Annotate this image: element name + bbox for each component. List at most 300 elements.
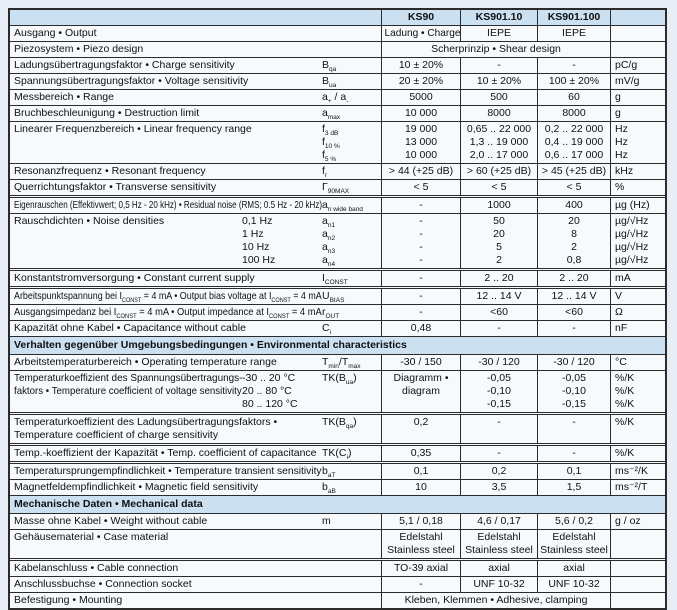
value-cell bbox=[460, 561, 537, 576]
symbol-column bbox=[322, 165, 379, 178]
value: - bbox=[419, 290, 423, 302]
param-cell bbox=[10, 74, 381, 89]
symbol-column bbox=[322, 356, 379, 369]
value: - bbox=[497, 322, 501, 334]
param-label-line: Piezosystem • Piezo design bbox=[14, 43, 144, 55]
value: 10 000 bbox=[404, 149, 438, 161]
value: UNF 10-32 bbox=[548, 578, 600, 590]
param-label-line: Masse ohne Kabel • Weight without cable bbox=[14, 515, 208, 527]
unit-cell bbox=[610, 530, 665, 558]
spanned-value: Kleben, Klemmen • Adhesive, clamping bbox=[404, 594, 588, 606]
unit: V bbox=[615, 290, 623, 302]
unit: µg/√Hz bbox=[615, 215, 649, 227]
unit bbox=[615, 531, 663, 544]
value-cell bbox=[381, 26, 460, 41]
param-label bbox=[14, 481, 322, 494]
symbol: $T_{min}/T_{max}$ bbox=[322, 356, 361, 371]
value: IEPE bbox=[562, 27, 586, 39]
unit: %/K bbox=[615, 447, 635, 459]
param-label bbox=[14, 447, 322, 460]
value: 0,4 .. 19 000 bbox=[544, 136, 604, 148]
value-cell bbox=[381, 321, 460, 336]
value: - bbox=[419, 272, 423, 284]
param-label bbox=[14, 91, 322, 104]
section-header-row bbox=[10, 495, 665, 513]
table-row bbox=[10, 121, 665, 163]
unit-cell bbox=[610, 106, 665, 121]
value: - bbox=[419, 199, 423, 211]
table-row bbox=[10, 443, 665, 461]
param-cell bbox=[10, 42, 381, 57]
value: > 45 (+25 dB) bbox=[541, 165, 607, 177]
value bbox=[383, 398, 459, 411]
param-label-line: Gehäusematerial • Case material bbox=[14, 531, 169, 543]
param-cell bbox=[10, 122, 381, 163]
value: Edelstahl bbox=[552, 531, 596, 543]
symbol: $a_{n2}$ bbox=[322, 228, 336, 243]
condition-label: -30 .. 20 °C bbox=[242, 372, 296, 384]
value: IEPE bbox=[487, 27, 511, 39]
unit-cell bbox=[610, 464, 665, 479]
param-cell bbox=[10, 26, 381, 41]
symbol: $TK(C_i)$ bbox=[322, 447, 352, 462]
value-cell bbox=[381, 464, 460, 479]
value-cell bbox=[381, 271, 460, 286]
value: 8000 bbox=[487, 107, 511, 119]
table-row bbox=[10, 461, 665, 479]
value-cell bbox=[381, 214, 460, 268]
param-label-line: Temperatursprungempfindlichkeit • Temperature transient sensitivity bbox=[14, 465, 322, 477]
table-row bbox=[10, 412, 665, 443]
symbol: $B_{ua}$ bbox=[322, 75, 337, 90]
symbol: m bbox=[322, 515, 331, 527]
value: 13 000 bbox=[404, 136, 438, 148]
param-label-line: Resonanzfrequenz • Resonant frequency bbox=[14, 165, 206, 177]
param-cell bbox=[10, 561, 381, 576]
param-label bbox=[14, 531, 379, 557]
value: 5,1 / 0,18 bbox=[399, 515, 443, 527]
value-cell bbox=[381, 180, 460, 195]
value-cell bbox=[460, 26, 537, 41]
symbol bbox=[322, 398, 379, 411]
spanned-value: Scherprinzip • Shear design bbox=[431, 43, 561, 55]
value-cell bbox=[381, 90, 460, 105]
param-label bbox=[14, 272, 322, 285]
param-cell bbox=[10, 593, 381, 608]
unit-cell bbox=[610, 58, 665, 73]
param-cell bbox=[10, 371, 381, 412]
section-header-row bbox=[10, 336, 665, 354]
symbol-column bbox=[322, 215, 379, 267]
section-title: Mechanische Daten • Mechanical data bbox=[14, 498, 203, 510]
symbol: $a_+ / a_-$ bbox=[322, 91, 349, 106]
param-cell bbox=[10, 464, 381, 479]
value-cell bbox=[381, 164, 460, 179]
param-label bbox=[14, 165, 322, 178]
unit-cell bbox=[610, 415, 665, 443]
value: -0,05 bbox=[562, 372, 586, 384]
table-row bbox=[10, 304, 665, 320]
value: -30 / 120 bbox=[553, 356, 595, 368]
value: 19 000 bbox=[404, 123, 438, 135]
symbol: $TK(B_{qa})$ bbox=[322, 416, 357, 431]
value: -0,10 bbox=[487, 385, 511, 397]
param-label-line: Temperaturkoeffizient des Spannungsübertragungs- bbox=[14, 372, 243, 384]
value-cell bbox=[460, 180, 537, 195]
unit-cell bbox=[610, 74, 665, 89]
unit-cell bbox=[610, 321, 665, 336]
table-row bbox=[10, 179, 665, 195]
unit-cell bbox=[610, 561, 665, 576]
table-row bbox=[10, 513, 665, 529]
value: 10 000 bbox=[404, 107, 438, 119]
param-label-line: Ladungsübertragungsfaktor • Charge sensitivity bbox=[14, 59, 235, 71]
column-header-ks90 bbox=[381, 10, 460, 25]
value: Stainless steel bbox=[540, 544, 608, 556]
symbol-column bbox=[322, 59, 379, 72]
value: <60 bbox=[490, 306, 508, 318]
condition-label: 10 Hz bbox=[242, 241, 270, 253]
unit-cell bbox=[610, 355, 665, 370]
condition-label: 80 .. 120 °C bbox=[242, 398, 298, 410]
section-title: Verhalten gegenüber Umgebungsbedingungen • Environmental characteristics bbox=[14, 339, 407, 351]
value: - bbox=[572, 447, 576, 459]
table-row bbox=[10, 89, 665, 105]
value: Edelstahl bbox=[477, 531, 521, 543]
symbol-column bbox=[322, 515, 379, 528]
table-row bbox=[10, 479, 665, 495]
param-label-line: Spannungsübertragungsfaktor • Voltage sensitivity bbox=[14, 75, 249, 87]
unit-cell bbox=[610, 26, 665, 41]
value-cell bbox=[537, 464, 610, 479]
value-cell bbox=[460, 530, 537, 558]
value: 50 bbox=[493, 215, 505, 227]
value: -30 / 120 bbox=[478, 356, 520, 368]
symbol: $f_{5 \%}$ bbox=[322, 149, 337, 164]
value: 5 bbox=[496, 241, 502, 253]
value: 3,5 bbox=[491, 481, 507, 493]
table-row bbox=[10, 213, 665, 268]
value-cell bbox=[537, 180, 610, 195]
param-label-line: Messbereich • Range bbox=[14, 91, 114, 103]
param-label bbox=[14, 372, 242, 411]
param-cell bbox=[10, 530, 381, 558]
unit-cell bbox=[610, 90, 665, 105]
param-label-line: Kabelanschluss • Cable connection bbox=[14, 562, 179, 574]
value: 2,0 .. 17 000 bbox=[469, 149, 529, 161]
unit-cell bbox=[610, 164, 665, 179]
param-label-line: faktors • Temperature coefficient of voltage sensitivity bbox=[14, 385, 242, 397]
unit: %/K bbox=[615, 372, 635, 384]
value: - bbox=[497, 59, 501, 71]
value-cell bbox=[537, 561, 610, 576]
unit-cell bbox=[610, 446, 665, 461]
param-label-line: Arbeitspunktspannung bei $I_{CONST} = 4$ mA • Output bias voltage at $I_{CONST} = 4$ mA bbox=[14, 290, 322, 305]
value: Stainless steel bbox=[465, 544, 533, 556]
unit bbox=[615, 578, 663, 591]
table-row bbox=[10, 286, 665, 304]
param-label-line: Rauschdichten • Noise densities bbox=[14, 215, 165, 227]
table-row bbox=[10, 73, 665, 89]
value-cell bbox=[460, 271, 537, 286]
symbol-column bbox=[322, 447, 379, 460]
value-cell bbox=[381, 577, 460, 592]
param-label-line: Anschlussbuchse • Connection socket bbox=[14, 578, 192, 590]
value-cell bbox=[460, 122, 537, 163]
symbol: $f_{10 \%}$ bbox=[322, 136, 340, 151]
unit bbox=[615, 544, 663, 557]
value-cell bbox=[381, 289, 460, 304]
symbol-column bbox=[322, 272, 379, 285]
value-cell bbox=[537, 271, 610, 286]
value: 12 .. 14 V bbox=[551, 290, 597, 302]
symbol-column bbox=[322, 290, 379, 303]
value-cell bbox=[460, 106, 537, 121]
column-header-ks901-10 bbox=[460, 10, 537, 25]
symbol: $b_{aB}$ bbox=[322, 481, 336, 496]
value-cell bbox=[537, 480, 610, 495]
param-label bbox=[14, 27, 379, 40]
value-cell bbox=[381, 530, 460, 558]
value: Ladung • Charge bbox=[384, 27, 461, 39]
param-label bbox=[14, 356, 322, 369]
param-label bbox=[14, 322, 322, 335]
value: <60 bbox=[565, 306, 583, 318]
value: 0,2 bbox=[413, 416, 429, 428]
param-label-line: Befestigung • Mounting bbox=[14, 594, 123, 606]
spec-table bbox=[8, 8, 667, 610]
value: TO-39 axial bbox=[393, 562, 449, 574]
value-cell bbox=[381, 74, 460, 89]
spanned-value-cell bbox=[381, 42, 610, 57]
value: 0,65 .. 22 000 bbox=[466, 123, 532, 135]
value-cell bbox=[537, 74, 610, 89]
symbol: $a_{n wide band}$ bbox=[322, 199, 363, 214]
table-row bbox=[10, 25, 665, 41]
value: 0,8 bbox=[566, 254, 582, 266]
value: - bbox=[572, 59, 576, 71]
param-label bbox=[14, 562, 379, 575]
param-label-line: Querrichtungsfaktor • Transverse sensitivity bbox=[14, 181, 217, 193]
unit: mV/g bbox=[615, 75, 640, 87]
param-label bbox=[14, 515, 322, 528]
param-label-line: Linearer Frequenzbereich • Linear frequency range bbox=[14, 123, 252, 135]
value-cell bbox=[460, 198, 537, 213]
value-cell bbox=[537, 530, 610, 558]
value: 0,6 .. 17 000 bbox=[544, 149, 604, 161]
param-label bbox=[14, 199, 322, 212]
table-row bbox=[10, 57, 665, 73]
param-cell bbox=[10, 58, 381, 73]
value-cell bbox=[460, 480, 537, 495]
value-cell bbox=[460, 164, 537, 179]
symbol: $r_{OUT}$ bbox=[322, 306, 340, 321]
param-label-line: Konstantstromversorgung • Constant current supply bbox=[14, 272, 255, 284]
value-cell bbox=[460, 577, 537, 592]
value-cell bbox=[537, 26, 610, 41]
header-unit-cell bbox=[610, 10, 665, 25]
condition-column bbox=[242, 215, 322, 267]
value-cell bbox=[537, 514, 610, 529]
unit: Hz bbox=[615, 136, 628, 148]
value-cell bbox=[537, 415, 610, 443]
symbol bbox=[322, 385, 379, 398]
value: < 5 bbox=[566, 181, 582, 193]
param-label-line: Magnetfeldempfindlichkeit • Magnetic field sensitivity bbox=[14, 481, 259, 493]
value-cell bbox=[537, 58, 610, 73]
unit-cell bbox=[610, 198, 665, 213]
value: 12 .. 14 V bbox=[476, 290, 522, 302]
table-row bbox=[10, 592, 665, 608]
table-row bbox=[10, 105, 665, 121]
unit: pC/g bbox=[615, 59, 638, 71]
value: 0,1 bbox=[566, 465, 582, 477]
param-label-line: Temperaturkoeffizient des Ladungsübertragungsfaktors • bbox=[14, 416, 278, 428]
value: - bbox=[572, 416, 576, 428]
symbol: $\Gamma_{90MAX}$ bbox=[322, 181, 350, 196]
value-cell bbox=[537, 371, 610, 412]
param-label-line: Eigenrauschen (Effektivwert; 0,5 Hz - 20 kHz) • Residual noise (RMS; 0.5 Hz - 20 kHz) bbox=[14, 199, 323, 211]
value-cell bbox=[381, 446, 460, 461]
value: -0,05 bbox=[487, 372, 511, 384]
value-cell bbox=[460, 446, 537, 461]
unit: µg (Hz) bbox=[615, 199, 650, 211]
value: 10 ± 20% bbox=[476, 75, 522, 87]
value-cell bbox=[537, 321, 610, 336]
value: - bbox=[497, 416, 501, 428]
param-cell bbox=[10, 90, 381, 105]
symbol: $f_r$ bbox=[322, 165, 328, 180]
value: -30 / 150 bbox=[400, 356, 442, 368]
value: -0,15 bbox=[487, 398, 511, 410]
value-cell bbox=[381, 514, 460, 529]
table-row bbox=[10, 576, 665, 592]
param-cell bbox=[10, 289, 381, 304]
param-cell bbox=[10, 355, 381, 370]
value-cell bbox=[381, 305, 460, 320]
unit: ms⁻²/T bbox=[615, 481, 648, 493]
value: 1,3 .. 19 000 bbox=[469, 136, 529, 148]
symbol-column bbox=[322, 306, 379, 319]
unit: g bbox=[615, 91, 621, 103]
unit-cell bbox=[610, 480, 665, 495]
value: 0,48 bbox=[410, 322, 432, 334]
value: 10 ± 20% bbox=[398, 59, 444, 71]
param-label bbox=[14, 578, 379, 591]
table-row bbox=[10, 370, 665, 412]
param-label bbox=[14, 465, 322, 478]
param-label bbox=[14, 59, 322, 72]
value-cell bbox=[537, 577, 610, 592]
unit-cell bbox=[610, 122, 665, 163]
value-cell bbox=[460, 514, 537, 529]
value: diagram bbox=[402, 385, 440, 397]
unit: % bbox=[615, 181, 625, 193]
value: > 44 (+25 dB) bbox=[388, 165, 454, 177]
value-cell bbox=[537, 122, 610, 163]
unit: g / oz bbox=[615, 515, 641, 527]
param-cell bbox=[10, 446, 381, 461]
symbol-column bbox=[322, 199, 379, 212]
unit: µg/√Hz bbox=[615, 241, 649, 253]
table-header-row bbox=[10, 10, 665, 25]
param-label-line: Ausgang • Output bbox=[14, 27, 97, 39]
value: 2 .. 20 bbox=[484, 272, 514, 284]
value: Stainless steel bbox=[387, 544, 455, 556]
param-label-line: Bruchbeschleunigung • Destruction limit bbox=[14, 107, 200, 119]
unit: Ω bbox=[615, 306, 623, 318]
value-cell bbox=[537, 90, 610, 105]
value: - bbox=[419, 228, 423, 240]
value-cell bbox=[537, 106, 610, 121]
param-label-line: Temp.-koeffizient der Kapazität • Temp. coefficient of capacitance bbox=[14, 447, 317, 459]
unit-cell bbox=[610, 593, 665, 608]
condition-label: 0,1 Hz bbox=[242, 215, 273, 227]
symbol-column bbox=[322, 372, 379, 411]
param-cell bbox=[10, 106, 381, 121]
value-cell bbox=[381, 561, 460, 576]
value-cell bbox=[537, 446, 610, 461]
value-cell bbox=[460, 289, 537, 304]
unit: %/K bbox=[615, 398, 635, 410]
value-cell bbox=[381, 480, 460, 495]
param-cell bbox=[10, 198, 381, 213]
symbol-column bbox=[322, 107, 379, 120]
value: 0,2 bbox=[491, 465, 507, 477]
value: > 60 (+25 dB) bbox=[466, 165, 532, 177]
value: -0,15 bbox=[562, 398, 586, 410]
column-header-label: KS90 bbox=[407, 11, 435, 23]
unit: g bbox=[615, 107, 621, 119]
condition-label: 20 .. 80 °C bbox=[242, 385, 292, 397]
symbol: $U_{BIAS}$ bbox=[322, 290, 345, 305]
unit-cell bbox=[610, 271, 665, 286]
value-cell bbox=[381, 371, 460, 412]
symbol: $a_{max}$ bbox=[322, 107, 341, 122]
param-label bbox=[14, 594, 379, 607]
value: - bbox=[419, 578, 423, 590]
param-cell bbox=[10, 271, 381, 286]
symbol-column bbox=[322, 181, 379, 194]
table-row bbox=[10, 320, 665, 336]
table-row bbox=[10, 163, 665, 179]
value-cell bbox=[460, 355, 537, 370]
condition-label: 1 Hz bbox=[242, 228, 264, 240]
value-cell bbox=[381, 122, 460, 163]
condition-label: 100 Hz bbox=[242, 254, 276, 266]
value: 4,6 / 0,17 bbox=[477, 515, 521, 527]
param-cell bbox=[10, 480, 381, 495]
value: 5000 bbox=[409, 91, 433, 103]
unit-cell bbox=[610, 214, 665, 268]
value-cell bbox=[381, 355, 460, 370]
table-row bbox=[10, 529, 665, 558]
param-label-line: Temperature coefficient of charge sensitivity bbox=[14, 429, 219, 441]
value-cell bbox=[460, 74, 537, 89]
value-cell bbox=[460, 305, 537, 320]
unit: ms⁻²/K bbox=[615, 465, 648, 477]
unit: %/K bbox=[615, 385, 635, 397]
value: - bbox=[419, 215, 423, 227]
value-cell bbox=[460, 464, 537, 479]
symbol: $TK(B_{ua})$ bbox=[322, 372, 357, 387]
value: 1,5 bbox=[566, 481, 582, 493]
value: 20 bbox=[493, 228, 505, 240]
symbol: $B_{qa}$ bbox=[322, 59, 337, 74]
symbol: $I_{CONST}$ bbox=[322, 272, 348, 287]
symbol-column bbox=[322, 465, 379, 478]
value-cell bbox=[460, 371, 537, 412]
